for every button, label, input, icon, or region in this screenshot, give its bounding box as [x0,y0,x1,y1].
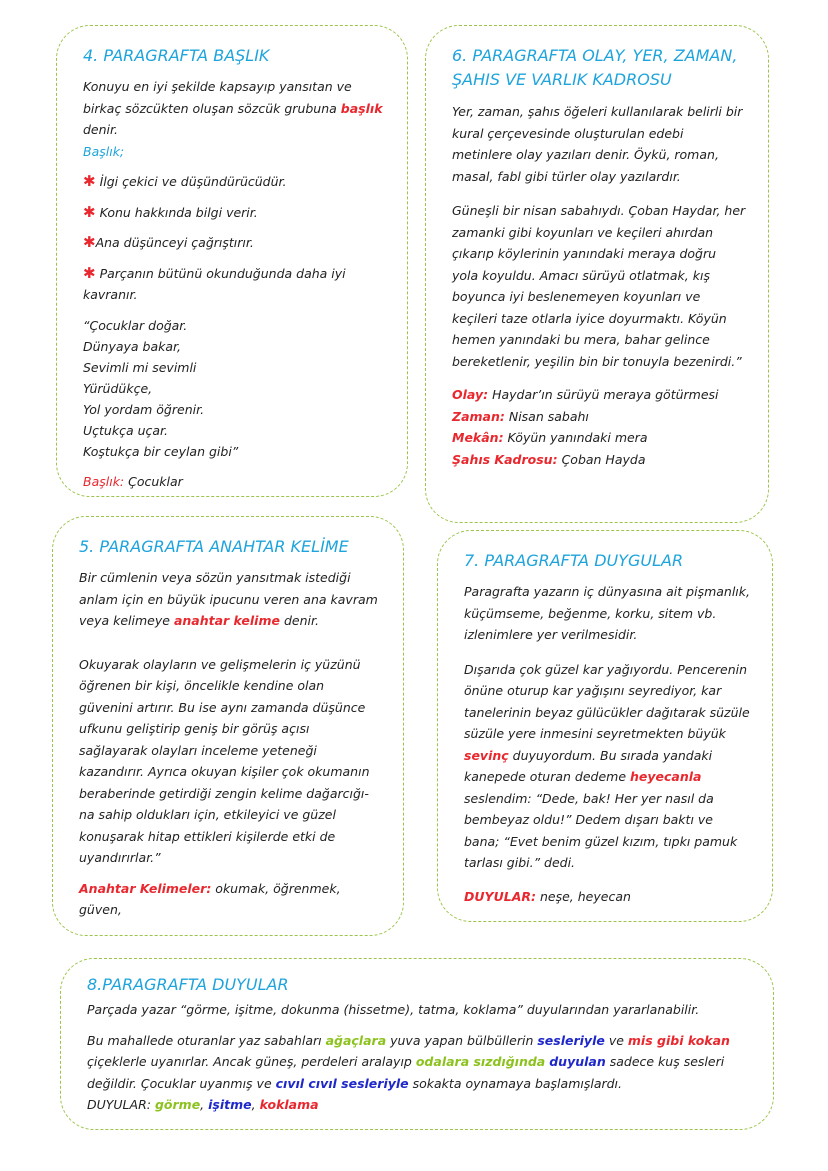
list-item: ✱ Parçanın bütünü okunduğunda daha iyi kavranır. [83,263,346,302]
highlight-sevinc: sevinç [464,747,509,763]
section-7-card [437,530,773,922]
asterisk-icon: ✱ [83,263,96,282]
section-5-title: 5. PARAGRAFTA ANAHTAR KELİME [79,537,349,556]
poem: “Çocuklar doğar. Dünyaya bakar, Sevimli mi sevimli Yürüdükçe, Yol yordam öğrenir. Uçtukça uçar. Koştukça bir ceylan gibi” [83,317,239,459]
list-item: ✱ Konu hakkında bilgi verir. [83,202,258,221]
list-item: ✱Ana düşünceyi çağrıştırır. [83,233,254,251]
section-4-definition: Konuyu en iyi şekilde kapsayıp yansıtan ve birkaç sözcükten oluşan sözcük grubuna başlık denir. [83,79,383,137]
asterisk-icon: ✱ [83,202,96,221]
section-4-subheading: Başlık; [83,143,125,159]
highlight-heyecanla: heyecanla [630,769,702,784]
section-6-card [425,25,769,523]
section-7-answer: DUYULAR: neşe, heyecan [464,888,631,904]
highlight-baslik: başlık [340,100,383,116]
section-6-example: Güneşli bir nisan sabahıydı. Çoban Haydar, her zamanki gibi koyunları ve keçileri ahırdan çıkarıp köylerinin yanındaki meraya doğru yola koyuldu. Amacı sürüyü otlatmak, kış boyunca iyi beslenemeyen koyunları ve keçileri taze otlarla iyice doyurmaktı. Köyün hemen yanındaki bu mera, bahar gelince bereketlenir, yeşilin bin bir tonuyla bezenirdi.” [452,203,746,369]
section-5-example: Okuyarak olayların ve gelişmelerin iç yüzünü öğrenen bir kişi, öncelikle kendine olan güvenini artırır. Bu ise aynı zamanda düşünce ufkunu geliştirip geniş bir görüş açısı sağlayarak olayları inceleme yeteneği kazandırır. Ayrıca okuyan kişiler çok okumanın beraberinde getirdiği zengin kelime dağarcığı-na sahip oldukları için, etkileyici ve güzel konuşarak hitap ettikleri kişilerde etki de uyandırırlar.” [79,656,370,865]
sahis-line: Şahıs Kadrosu: Çoban Hayda [452,451,646,467]
section-6-title: 6. PARAGRAFTA OLAY, YER, ZAMAN, ŞAHIS VE VARLIK KADROSU [452,46,738,89]
section-5-card [52,516,404,936]
mekan-line: Mekân: Köyün yanındaki mera [452,430,648,445]
section-8-title: 8.PARAGRAFTA DUYULAR [87,975,289,994]
list-item: ✱ İlgi çekici ve düşündürücüdür. [83,172,287,190]
section-8-definition: Parçada yazar “görme, işitme, dokunma (hissetme), tatma, koklama” duyularından yararlanabilir. [87,1002,700,1017]
section-8-answer: DUYULAR: görme, işitme, koklama [87,1097,319,1112]
section-8-card [60,958,774,1130]
section-4-card [56,25,408,497]
highlight-anahtar-kelime: anahtar kelime [173,613,280,628]
section-8-example: Bu mahallede oturanlar yaz sabahları ağaçlara yuva yapan bülbüllerin sesleriyle ve mis gibi kokan çiçeklerle uyanırlar. Ancak güneş, perdeleri aralayıp odalara sızdığında duyulan sadece kuş sesleri değildir. Çocuklar uyanmış ve cıvıl cıvıl sesleriyle sokakta oynamaya başlamışlardı. [87,1032,730,1091]
section-5-answer: Anahtar Kelimeler: okumak, öğrenmek, güven, [79,880,341,917]
section-6-definition: Yer, zaman, şahıs öğeleri kullanılarak belirli bir kural çerçevesinde oluşturulan edebi metinlere olay yazıları denir. Öykü, roman, masal, fabl gibi türler olay yazılardır. [452,104,743,184]
section-4-title: 4. PARAGRAFTA BAŞLIK [83,46,270,65]
section-5-definition: Bir cümlenin veya sözün yansıtmak istediği anlam için en büyük ipucunu veren ana kavram veya kelimeye anahtar kelime denir. [79,570,378,628]
asterisk-icon: ✱ [83,233,96,251]
asterisk-icon: ✱ [83,172,96,190]
section-7-title: 7. PARAGRAFTA DUYGULAR [464,551,684,570]
section-7-example: Dışarıda çok güzel kar yağıyordu. Pencerenin önüne oturup kar yağışını seyrediyor, kar tanelerinin beyaz gülücükler dağıtarak süzüle süzüle yere inmesini seyretmekten büyük sevinç duyuyordum. Bu sırada yandaki kanepede oturan dedeme heyecanla seslendim: “Dede, bak! Her yer nasıl da bembeyaz oldu!” Dedem dışarı baktı ve bana; “Evet benim güzel kızım, tıpkı pamuk tarlası gibi.” dedi. [464,661,750,870]
olay-line: Olay: Haydar’ın sürüyü meraya götürmesi [452,387,719,402]
section-4-answer: Başlık: Çocuklar [83,473,183,489]
zaman-line: Zaman: Nisan sabahı [452,408,589,424]
section-7-definition: Paragrafta yazarın iç dünyasına ait pişmanlık, küçümseme, beğenme, korku, sitem vb. izlenimlere yer verilmesidir. [464,584,750,642]
